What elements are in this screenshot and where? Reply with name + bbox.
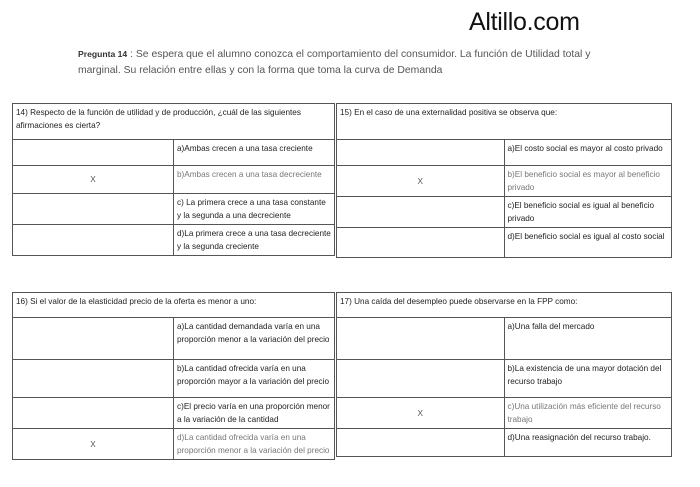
intro-sep: : <box>127 49 133 60</box>
answer-mark: X <box>337 166 505 197</box>
answer-mark <box>13 398 174 429</box>
option-c: c)Una utilización más eficiente del recurso trabajo <box>504 398 672 429</box>
option-a: a)Una falla del mercado <box>504 318 672 360</box>
answer-mark <box>337 140 505 166</box>
answer-mark <box>337 197 505 228</box>
question-prompt: 14) Respecto de la función de utilidad y de producción, ¿cuál de las siguientes afirmaciones es cierta? <box>13 104 335 140</box>
option-c: c)El beneficio social es igual al beneficio privado <box>504 197 672 228</box>
answer-mark: X <box>13 429 174 460</box>
question-intro <box>78 46 598 79</box>
option-b: b)La cantidad ofrecida varía en una proporción mayor a la variación del precio <box>174 360 335 398</box>
question-prompt: 16) Si el valor de la elasticidad precio de la oferta es menor a uno: <box>13 293 335 318</box>
option-b: b)El beneficio social es mayor al beneficio privado <box>504 166 672 197</box>
option-c: c)El precio varía en una proporción menor a la variación de la cantidad <box>174 398 335 429</box>
answer-mark <box>13 318 174 360</box>
question-prompt: 17) Una caída del desempleo puede observarse en la FPP como: <box>337 293 672 318</box>
option-a: a)El costo social es mayor al costo privado <box>504 140 672 166</box>
answer-mark <box>13 140 174 166</box>
option-b: b)Ambas crecen a una tasa decreciente <box>174 166 335 194</box>
brand-logo-text: Altillo.com <box>469 8 580 36</box>
question-prompt: 15) En el caso de una externalidad positiva se observa que: <box>337 104 672 140</box>
intro-text: Se espera que el alumno conozca el comportamiento del consumidor. La función de Utilidad total y marginal. Su relación entre ellas y con la forma que toma la curva de Demanda <box>78 49 591 76</box>
option-d: d)Una reasignación del recurso trabajo. <box>504 429 672 457</box>
option-d: d)El beneficio social es igual al costo social <box>504 228 672 258</box>
answer-mark <box>13 194 174 225</box>
question-14-table <box>12 103 335 256</box>
answer-mark: X <box>337 398 505 429</box>
answer-mark <box>13 225 174 256</box>
answer-mark <box>337 360 505 398</box>
answer-mark <box>337 318 505 360</box>
question-17-table <box>336 292 672 457</box>
option-b: b)La existencia de una mayor dotación del recurso trabajo <box>504 360 672 398</box>
answer-mark <box>13 360 174 398</box>
option-d: d)La cantidad ofrecida varía en una proporción menor a la variación del precio <box>174 429 335 460</box>
question-16-table <box>12 292 335 460</box>
intro-label: Pregunta 14 <box>78 49 128 59</box>
answer-mark <box>337 429 505 457</box>
option-c: c) La primera crece a una tasa constante y la segunda a una decreciente <box>174 194 335 225</box>
option-d: d)La primera crece a una tasa decreciente y la segunda creciente <box>174 225 335 256</box>
answer-mark: X <box>13 166 174 194</box>
question-15-table <box>336 103 672 258</box>
option-a: a)La cantidad demandada varía en una proporción menor a la variación del precio <box>174 318 335 360</box>
option-a: a)Ambas crecen a una tasa creciente <box>174 140 335 166</box>
answer-mark <box>337 228 505 258</box>
